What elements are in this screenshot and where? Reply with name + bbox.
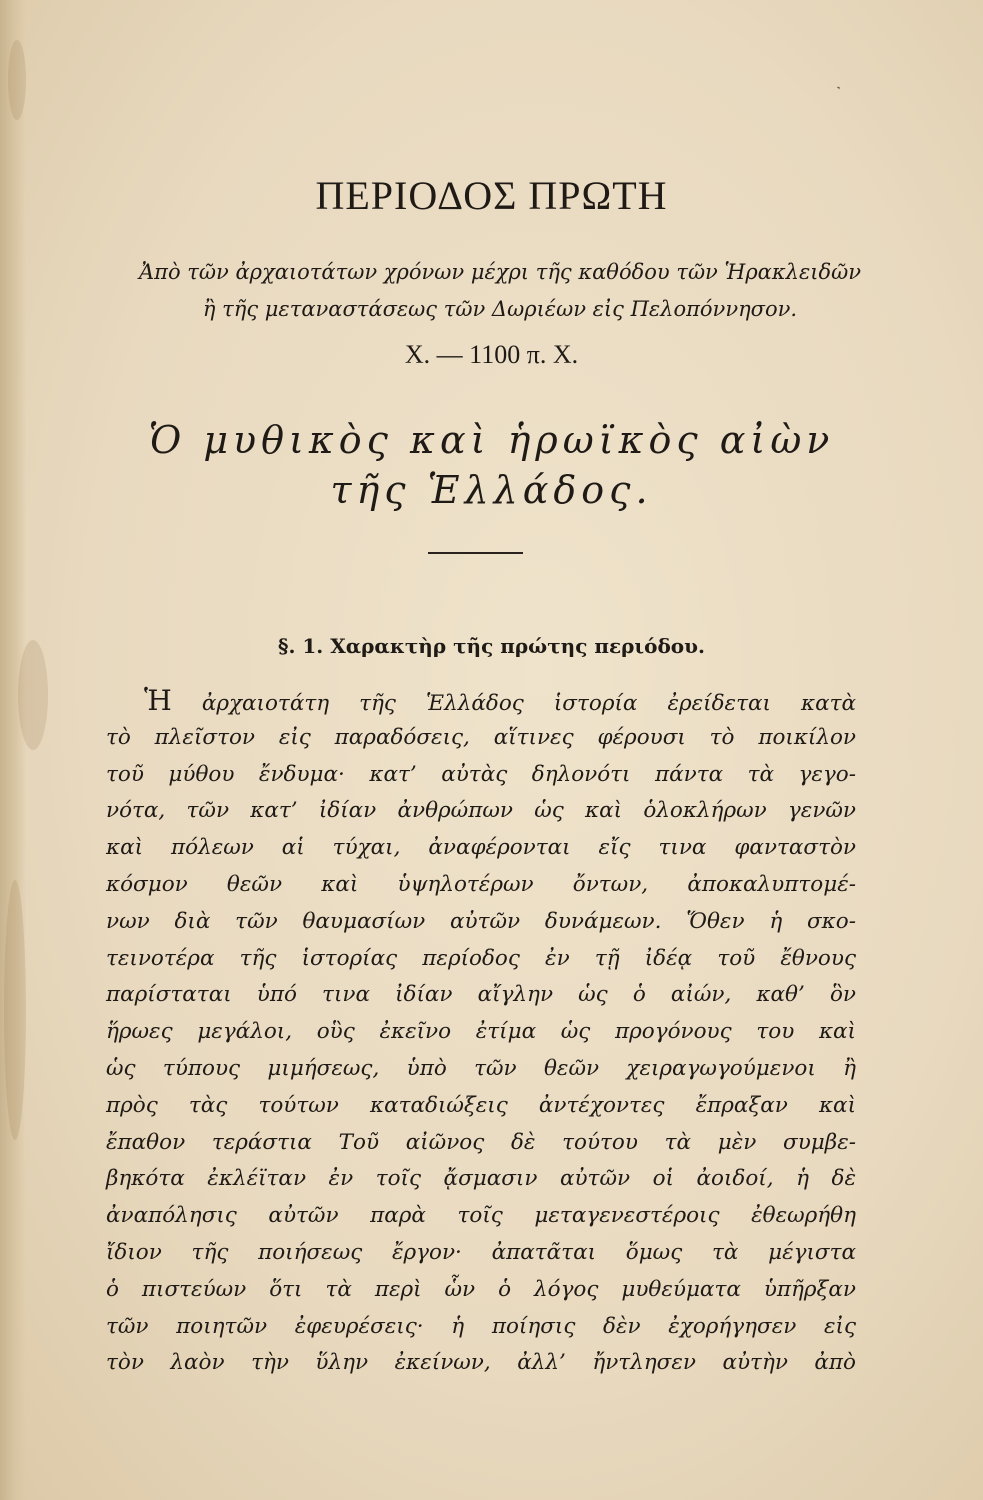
body-line: βηκότα ἐκλέϊταν ἐν τοῖς ᾄσμασιν αὐτῶν οἱ ἀοιδοί, ἡ δὲ [106,1166,856,1192]
drop-cap: Ἡ [144,684,172,717]
paper-stain [4,880,26,1140]
age-title-line-2: τῆς Ἑλλάδος. [330,468,653,512]
body-line: ἴδιον τῆς ποιήσεως ἔργον· ἀπατᾶται ὅμως τὰ μέγιστα [106,1239,856,1265]
period-title: ΠΕΡΙΟΔΟΣ ΠΡΩΤΗ [315,173,668,218]
body-line [106,683,856,720]
age-title-line-1: Ὁ μυθικὸς καὶ ἡρωϊκὸς αἰὼν [148,418,835,462]
paper-stain [8,40,26,120]
body-line: νων διὰ τῶν θαυμασίων αὐτῶν δυνάμεων. Ὅθεν ἡ σκο- [106,908,856,934]
divider-rule [428,552,523,554]
body-line: τοῦ μύθου ἔνδυμα· κατ’ αὐτὰς δηλονότι πάντα τὰ γεγο- [106,761,856,787]
body-line: τεινοτέρα τῆς ἱστορίας περίοδος ἐν τῇ ἰδέᾳ τοῦ ἔθνους [106,945,856,971]
body-line: ἥρωες μεγάλοι, οὓς ἐκεῖνο ἐτίμα ὡς προγόνους του καὶ [106,1019,856,1045]
date-range: Χ. — 1100 π. Χ. [404,340,579,369]
body-line: νότα, τῶν κατ’ ἰδίαν ἀνθρώπων ὡς καὶ ὁλοκλήρων γενῶν [106,798,856,824]
section-heading: §. 1. Χαρακτὴρ τῆς πρώτης περιόδου. [278,634,705,658]
body-line: κόσμον θεῶν καὶ ὑψηλοτέρων ὄντων, ἀποκαλυπτομέ- [106,871,856,897]
page-binding-edge [0,0,26,1500]
body-line: παρίσταται ὑπό τινα ἰδίαν αἴγλην ὡς ὁ αἰών, καθ’ ὃν [106,982,856,1008]
body-line: τῶν ποιητῶν ἐφευρέσεις· ἡ ποίησις δὲν ἐχορήγησεν εἰς [106,1313,856,1339]
body-line: ὁ πιστεύων ὅτι τὰ περὶ ὧν ὁ λόγος μυθεύματα ὑπῆρξαν [106,1276,856,1302]
body-line: πρὸς τὰς τούτων καταδιώξεις ἀντέχοντες ἔπραξαν καὶ [106,1092,856,1118]
body-line: ὡς τύπους μιμήσεως, ὑπὸ τῶν θεῶν χειραγωγούμενοι ἢ [106,1055,856,1081]
subtitle-line-1: Ἀπὸ τῶν ἀρχαιοτάτων χρόνων μέχρι τῆς καθόδου τῶν Ἡρακλειδῶν [139,260,861,284]
subtitle-line-2: ἢ τῆς μεταναστάσεως τῶν Δωριέων εἰς Πελοπόννησον. [202,297,798,321]
body-line: καὶ πόλεων αἱ τύχαι, ἀναφέρονται εἴς τινα φανταστὸν [106,835,856,861]
corner-mark: ˺ [836,84,841,100]
body-line: τὸν λαὸν τὴν ὕλην ἐκείνων, ἀλλ’ ἤντλησεν αὐτὴν ἀπὸ [106,1350,856,1376]
body-line: ἔπαθον τεράστια Τοῦ αἰῶνος δὲ τούτου τὰ μὲν συμβε- [106,1129,856,1155]
body-line: τὸ πλεῖστον εἰς παραδόσεις, αἵτινες φέρουσι τὸ ποικίλον [106,724,856,750]
body-text [106,683,856,1382]
body-line: ἀναπόλησις αὐτῶν παρὰ τοῖς μεταγενεστέροις ἐθεωρήθη [106,1203,856,1229]
body-line-text: ἀρχαιοτάτη τῆς Ἑλλάδος ἱστορία ἐρείδεται κατὰ [201,691,857,716]
